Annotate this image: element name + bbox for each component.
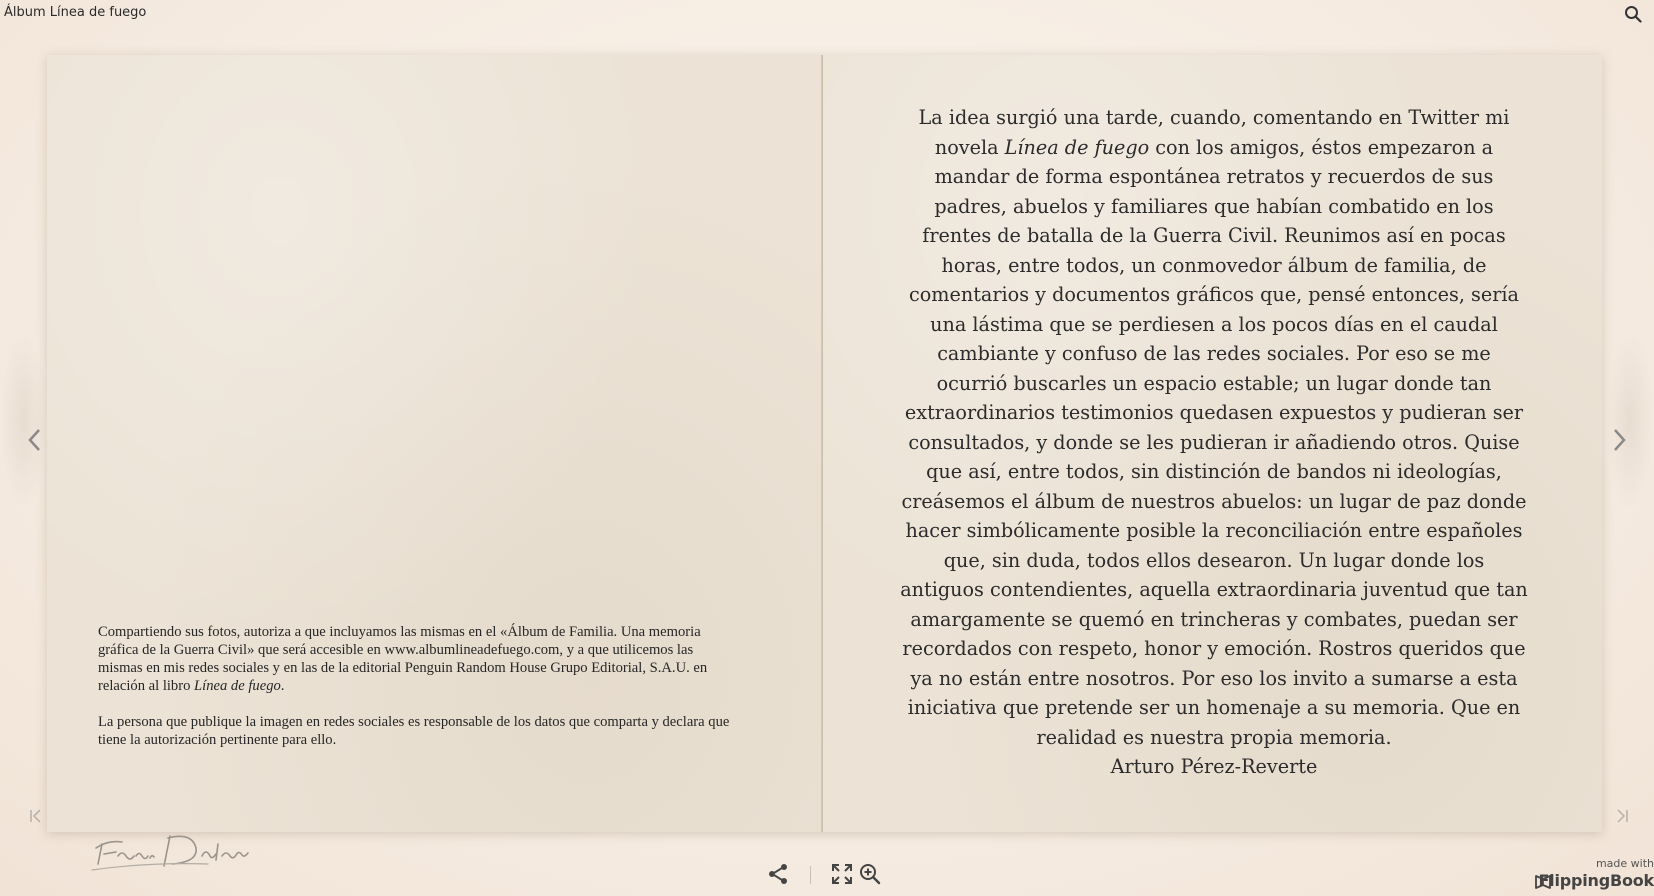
last-page-icon[interactable] xyxy=(1614,808,1630,824)
right-page[interactable] xyxy=(823,55,1602,832)
zoom-in-icon[interactable] xyxy=(858,862,882,886)
adjacent-page-right-shadow xyxy=(1606,330,1654,510)
responsibility-paragraph: La persona que publique la imagen en redes sociales es responsable de los datos que comparta y declara que tiene la autorización pertinente para ello. xyxy=(98,714,730,748)
consent-text-end: . xyxy=(280,678,285,694)
consent-notice xyxy=(98,623,738,767)
share-icon[interactable] xyxy=(766,862,790,886)
first-page-icon[interactable] xyxy=(28,808,44,824)
artist-signature xyxy=(88,826,268,876)
top-bar xyxy=(0,0,1654,28)
foreword-text-a: La idea surgió una tarde, cuando, comentando en Twitter mi novela xyxy=(918,106,1510,159)
flipbook-spread[interactable] xyxy=(47,55,1602,832)
flippingbook-brand: FlippingBook xyxy=(1538,871,1654,890)
foreword-book-title: Línea de fuego xyxy=(1004,135,1150,159)
adjacent-page-left-shadow xyxy=(0,330,48,510)
book-title: Línea de fuego xyxy=(194,678,281,694)
toolbar-divider xyxy=(810,866,811,884)
foreword-text xyxy=(899,103,1529,752)
app-title: Álbum Línea de fuego xyxy=(4,5,147,20)
fullscreen-icon[interactable] xyxy=(830,862,854,886)
left-page[interactable] xyxy=(47,55,822,832)
consent-text: Compartiendo sus fotos, autoriza a que incluyamos las mismas en el «Álbum de Familia. Una memoria gráfica de la Guerra Civil» que será accesible en www.albumlineadefuego.com, y a que utilicemos las mismas en mis redes sociales y en las de la editorial Penguin Random House Grupo Editorial, S.A.U. en relación al libro xyxy=(98,624,708,694)
author-name: Arturo Pérez-Reverte xyxy=(1110,755,1318,778)
chevron-right-icon[interactable] xyxy=(1608,426,1630,454)
flippingbook-badge[interactable] xyxy=(1534,857,1654,893)
foreword-text-b: con los amigos, éstos empezaron a mandar de forma espontánea retratos y recuerdos de sus padres, abuelos y familiares que habían combatido en los frentes de batalla de la Guerra Civil. Reunimos así en pocas horas, entre todos, un conmovedor álbum de familia, de comentarios y documentos gráficos que, pensé entonces, sería una lástima que se perdiesen a los pocos días en el caudal cambiante y confuso de las redes sociales. Por eso se me ocurrió buscarles un espacio estable; un lugar donde tan extraordinarios testimonios quedasen expuestos y pudieran ser consultados, y donde se les pudieran ir añadiendo otros. Quise que así, entre todos, sin distinción de bandos ni ideologías, creásemos el álbum de nuestros abuelos: un lugar de paz donde hacer simbólicamente posible la reconciliación entre españoles que, sin duda, todos ellos desearon. Un lugar donde los antiguos contendientes, aquella extraordinaria juventud que tan amargamente se quemó en trincheras y combates, puedan ser recordados con respeto, honor y emoción. Rostros queridos que ya no están entre nosotros. Por eso los invito a sumarse a esta iniciativa que pretende ser un homenaje a su memoria. Que en realidad es nuestra propia memoria. xyxy=(900,135,1528,749)
chevron-left-icon[interactable] xyxy=(24,426,46,454)
consent-paragraph xyxy=(98,623,738,695)
made-with-label: made with xyxy=(1595,857,1654,870)
search-icon[interactable] xyxy=(1624,5,1642,23)
